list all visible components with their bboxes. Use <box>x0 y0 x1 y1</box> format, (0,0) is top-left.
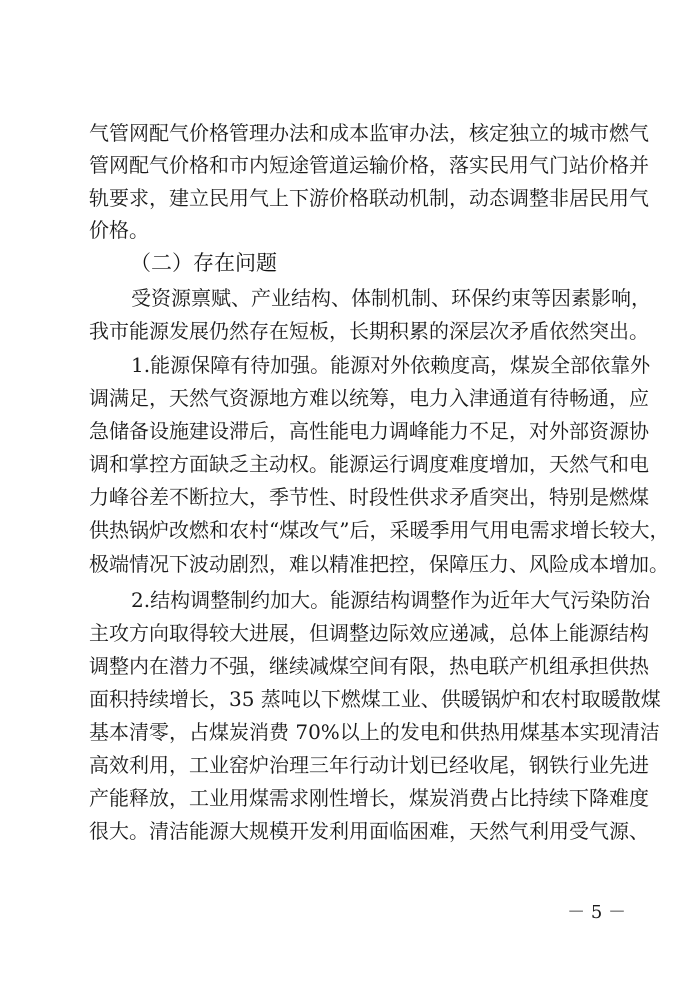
point-1-line: 供热锅炉改燃和农村“煤改气”后，采暖季用气用电需求增长较大， <box>89 518 670 542</box>
point-1-line: 调和掌控方面缺乏主动权。能源运行调度难度增加，天然气和电 <box>89 452 649 476</box>
intro-paragraph-line: 管网配气价格和市内短途管道运输价格，落实民用气门站价格并 <box>89 153 649 177</box>
intro-paragraph-line: 气管网配气价格管理办法和成本监审办法，核定独立的城市燃气 <box>89 121 649 145</box>
point-2-line: 2.结构调整制约加大。能源结构调整作为近年大气污染防治 <box>131 588 651 612</box>
overview-paragraph-line: 受资源禀赋、产业结构、体制机制、环保约束等因素影响， <box>131 286 651 310</box>
point-2-line: 高效利用，工业窑炉治理三年行动计划已经收尾，钢铁行业先进 <box>89 753 649 777</box>
point-1-line: 调满足，天然气资源地方难以统筹，电力入津通道有待畅通，应 <box>89 386 649 410</box>
intro-paragraph-line: 价格。 <box>89 218 149 242</box>
point-2-line: 主攻方向取得较大进展，但调整边际效应递减，总体上能源结构 <box>89 621 649 645</box>
overview-paragraph-line: 我市能源发展仍然存在短板，长期积累的深层次矛盾依然突出。 <box>89 319 649 343</box>
point-2-line: 产能释放，工业用煤需求刚性增长，煤炭消费占比持续下降难度 <box>89 786 649 810</box>
point-2-line: 很大。清洁能源大规模开发利用面临困难，天然气利用受气源、 <box>89 819 649 843</box>
point-2-line: 调整内在潜力不强，继续减煤空间有限，热电联产机组承担供热 <box>89 654 649 678</box>
intro-paragraph-line: 轨要求，建立民用气上下游价格联动机制，动态调整非居民用气 <box>89 186 649 210</box>
section-heading: （二）存在问题 <box>130 251 277 275</box>
point-1-line: 1.能源保障有待加强。能源对外依赖度高，煤炭全部依靠外 <box>131 353 651 377</box>
point-1-line: 急储备设施建设滞后，高性能电力调峰能力不足，对外部资源协 <box>89 419 649 443</box>
point-2-line: 基本清零，占煤炭消费 70%以上的发电和供热用煤基本实现清洁 <box>89 720 660 744</box>
point-1-line: 力峰谷差不断拉大，季节性、时段性供求矛盾突出，特别是燃煤 <box>89 485 649 509</box>
point-1-line: 极端情况下波动剧烈，难以精准把控，保障压力、风险成本增加。 <box>89 552 669 576</box>
point-2-line: 面积持续增长，35 蒸吨以下燃煤工业、供暖锅炉和农村取暖散煤 <box>89 687 661 711</box>
page-number: － 5 － <box>567 902 626 923</box>
